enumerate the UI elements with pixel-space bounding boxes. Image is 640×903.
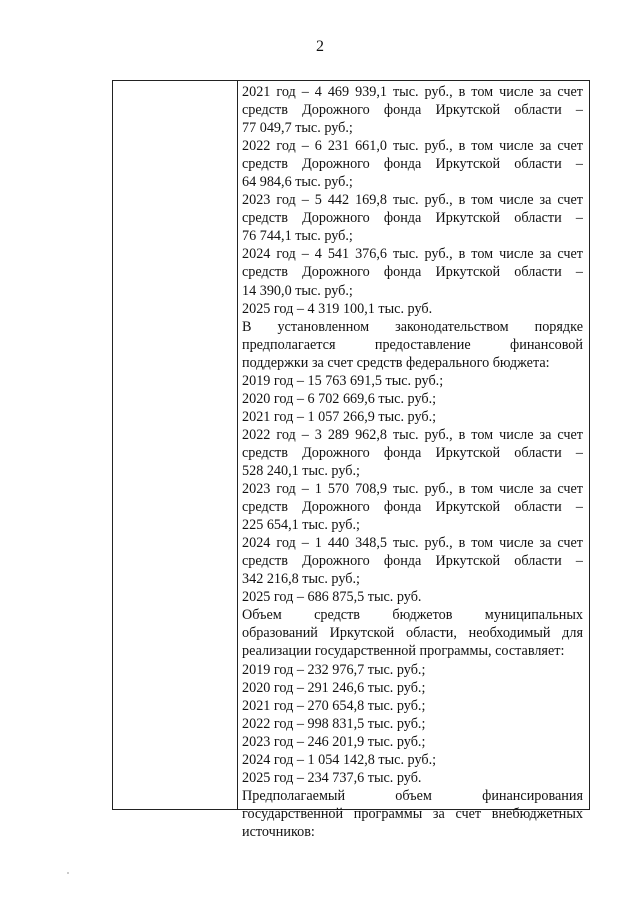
text-line: государственной программы за счет внебюджетных [242, 805, 583, 822]
text-line: 528 240,1 тыс. руб.; [242, 462, 360, 479]
text-line: Объем средств бюджетов муниципальных [242, 607, 583, 624]
text-line: 2020 год – 6 702 669,6 тыс. руб.; [242, 390, 437, 407]
text-line: 2020 год – 291 246,6 тыс. руб.; [242, 679, 426, 696]
column-divider [237, 81, 238, 809]
text-line: 2023 год – 1 570 708,9 тыс. руб., в том числе за счет [242, 481, 583, 498]
text-line: 2024 год – 1 440 348,5 тыс. руб., в том числе за счет [242, 535, 583, 552]
text-line: средств Дорожного фонда Иркутской области – [242, 210, 583, 227]
text-line: 2022 год – 3 289 962,8 тыс. руб., в том числе за счет [242, 426, 583, 443]
text-line: 2024 год – 4 541 376,6 тыс. руб., в том числе за счет [242, 246, 583, 263]
text-line: средств Дорожного фонда Иркутской области – [242, 156, 583, 173]
text-line: 77 049,7 тыс. руб.; [242, 120, 353, 137]
text-line: поддержки за счет средств федерального бюджета: [242, 354, 550, 371]
text-line: В установленном законодательством порядке [242, 318, 583, 335]
text-line: 2022 год – 6 231 661,0 тыс. руб., в том числе за счет [242, 138, 583, 155]
text-line: 2024 год – 1 054 142,8 тыс. руб.; [242, 751, 437, 768]
text-line: 2021 год – 1 057 266,9 тыс. руб.; [242, 408, 437, 425]
text-line: образований Иркутской области, необходимый для [242, 625, 583, 642]
text-line: 76 744,1 тыс. руб.; [242, 228, 353, 245]
text-line: 2021 год – 270 654,8 тыс. руб.; [242, 697, 426, 714]
text-line: 2023 год – 5 442 169,8 тыс. руб., в том числе за счет [242, 192, 583, 209]
text-line: 342 216,8 тыс. руб.; [242, 571, 360, 588]
text-line: 2023 год – 246 201,9 тыс. руб.; [242, 733, 426, 750]
text-line: средств Дорожного фонда Иркутской области – [242, 102, 583, 119]
text-line: средств Дорожного фонда Иркутской области – [242, 264, 583, 281]
scan-speck [67, 872, 69, 874]
text-line: 2019 год – 232 976,7 тыс. руб.; [242, 661, 426, 678]
text-line: 64 984,6 тыс. руб.; [242, 174, 353, 191]
text-line: 2022 год – 998 831,5 тыс. руб.; [242, 715, 426, 732]
text-line: 14 390,0 тыс. руб.; [242, 282, 353, 299]
text-line: 225 654,1 тыс. руб.; [242, 517, 360, 534]
text-line: предполагается предоставление финансовой [242, 336, 583, 353]
page-number: 2 [316, 38, 324, 55]
text-line: средств Дорожного фонда Иркутской области – [242, 444, 583, 461]
text-line: 2025 год – 4 319 100,1 тыс. руб. [242, 300, 433, 317]
text-line: средств Дорожного фонда Иркутской области – [242, 553, 583, 570]
text-line: средств Дорожного фонда Иркутской области – [242, 499, 583, 516]
text-line: 2021 год – 4 469 939,1 тыс. руб., в том числе за счет [242, 84, 583, 100]
text-line: 2025 год – 234 737,6 тыс. руб. [242, 769, 422, 786]
text-line: Предполагаемый объем финансирования [242, 787, 583, 804]
text-line: реализации государственной программы, составляет: [242, 643, 565, 660]
funding-text-cell [242, 83, 583, 841]
text-line: 2019 год – 15 763 691,5 тыс. руб.; [242, 372, 444, 389]
text-line: источников: [242, 823, 315, 840]
text-line: 2025 год – 686 875,5 тыс. руб. [242, 589, 422, 606]
passport-table [112, 80, 590, 840]
